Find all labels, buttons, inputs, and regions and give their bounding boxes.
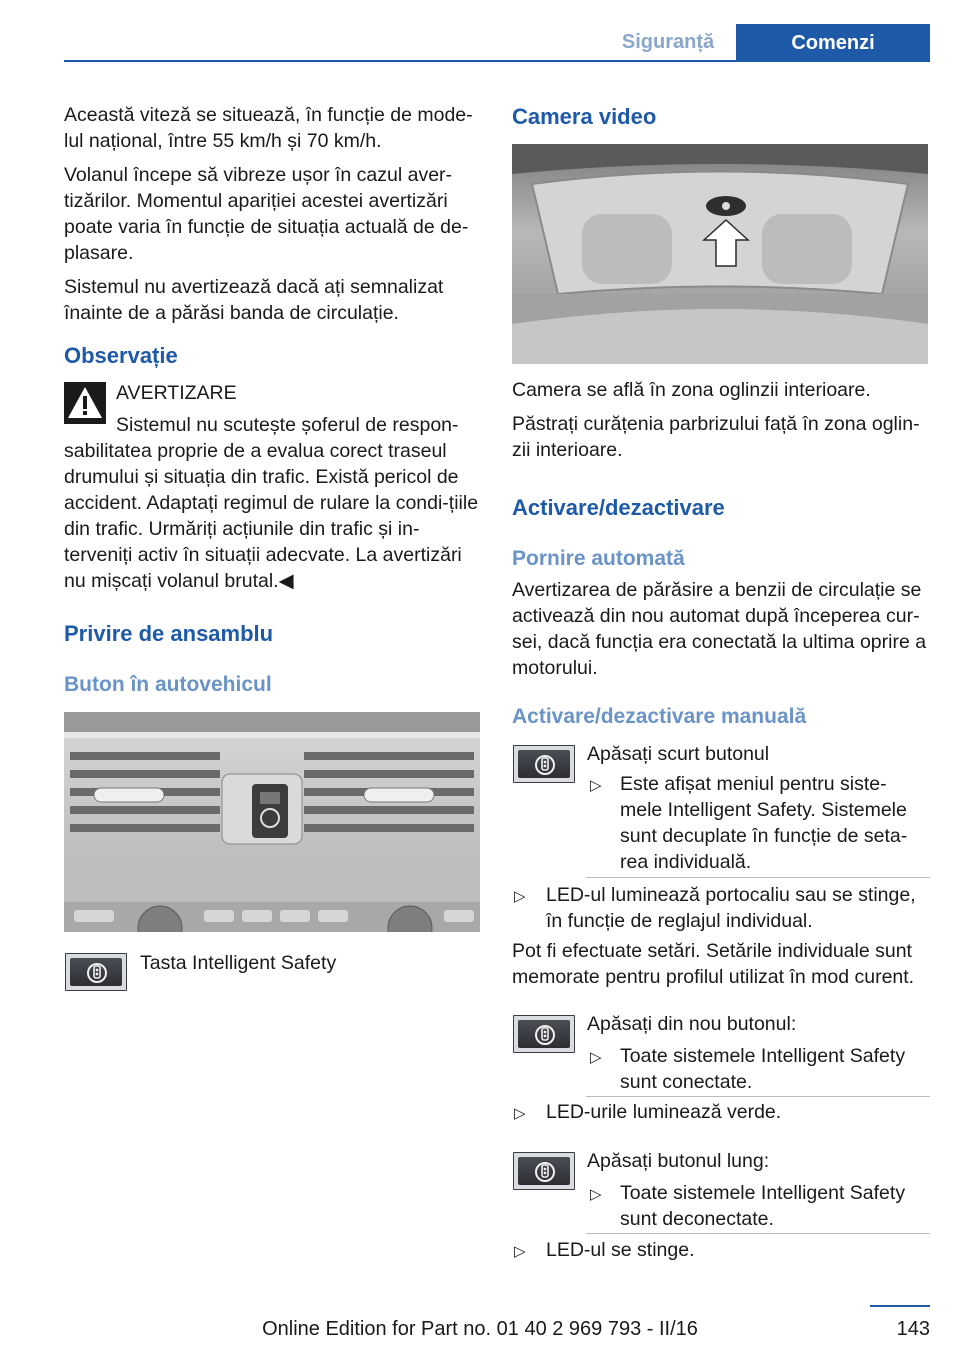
heading-camera: Camera video (512, 104, 657, 129)
setari-text (512, 938, 930, 990)
bullet-icon: ▷ (590, 777, 602, 794)
intelligent-safety-button-icon (513, 1015, 575, 1053)
paragraph-vibration: Volanul începe să vibreze ușor în cazul aver-tizărilor. Momentul apariției acestei avertizări poate varia în funcție de situația actuală de de-plasare. (64, 164, 469, 264)
footer-edition: Online Edition for Part no. 01 40 2 969 793 - II/16 (262, 1318, 698, 1340)
header-tab-comenzi[interactable]: Comenzi (736, 24, 930, 62)
step1-text (587, 741, 930, 767)
heading-pornire: Pornire automată (512, 547, 685, 570)
step1-bullet1 (620, 771, 926, 875)
bullet-icon: ▷ (590, 1049, 602, 1066)
camera-clean: Păstrați curățenia parbrizului față în zona oglin-zii interioare. (512, 413, 920, 461)
warning-block (116, 380, 486, 438)
page-number: 143 (896, 1318, 930, 1340)
bullet-icon: ▷ (514, 1243, 526, 1260)
divider (586, 877, 930, 878)
button-caption (140, 950, 480, 976)
button-caption-text: Tasta Intelligent Safety (140, 952, 337, 974)
step2-label: Apăsați din nou butonul: (587, 1013, 797, 1035)
warning-rest (64, 438, 484, 594)
footer-divider (870, 1305, 930, 1307)
step2-bullet1-text: Toate sistemele Intelligent Safety sunt conectate. (620, 1045, 906, 1093)
heading-manuala: Activare/dezactivare manuală (512, 705, 807, 728)
left-column (64, 102, 484, 326)
step2-bullet2-text: LED-urile luminează verde. (546, 1101, 782, 1123)
camera-photo (512, 144, 928, 364)
camera-location: Camera se află în zona oglinzii interioare. (512, 379, 871, 401)
heading-privire: Privire de ansamblu (64, 621, 274, 646)
bullet-icon: ▷ (514, 1105, 526, 1122)
heading-activare: Activare/dezactivare (512, 495, 725, 520)
camera-text (512, 377, 930, 463)
header-divider (64, 60, 930, 62)
paragraph-speed: Această viteză se situează, în funcție de mode-lul național, între 55 km/h și 70 km/h. (64, 104, 473, 152)
pornire-text (512, 577, 930, 681)
step3-label: Apăsați butonul lung: (587, 1150, 770, 1172)
step3-bullet1-text: Toate sistemele Intelligent Safety sunt deconectate. (620, 1182, 906, 1230)
setari-paragraph: Pot fi efectuate setări. Setările individuale sunt memorate pentru profilul utilizat în mod curent. (512, 940, 915, 988)
step1-bullet2-text: LED-ul luminează portocaliu sau se stinge, în funcție de reglajul individual. (546, 884, 916, 932)
intelligent-safety-button-icon (513, 1152, 575, 1190)
bullet-icon: ▷ (590, 1186, 602, 1203)
heading-observatie: Observație (64, 343, 178, 368)
divider (586, 1096, 930, 1097)
heading-buton: Buton în autovehicul (64, 673, 272, 696)
paragraph-no-warning: Sistemul nu avertizează dacă ați semnalizat înainte de a părăsi banda de circulație. (64, 276, 444, 324)
step3-bullet1 (620, 1180, 926, 1232)
pornire-paragraph: Avertizarea de părăsire a benzii de circulație se activează din nou automat după începerea cur-sei, dacă funcția era conectată la ultima oprire a motorului. (512, 579, 927, 679)
intelligent-safety-button-icon (513, 745, 575, 783)
warning-first-line: Sistemul nu scutește șoferul de respon- (116, 414, 459, 436)
bullet-icon: ▷ (514, 888, 526, 905)
step1-bullet1-text: Este afișat meniul pentru siste-mele Intelligent Safety. Sistemele sunt decuplate în funcție de seta-rea individuală. (620, 773, 908, 873)
warning-title: AVERTIZARE (116, 382, 237, 404)
dashboard-button-photo (64, 712, 480, 932)
warning-text: sabilitatea proprie de a evalua corect traseul drumului și situația din trafic. Există pericol de accident. Adaptați regimul de rulare la condi-țiile din trafic. Urmăriți acțiunile din trafic și in-terveniți activ în situații adecvate. La avertizări nu mișcați volanul brutal.◀ (64, 440, 479, 592)
warning-icon (64, 382, 106, 424)
step1-label: Apăsați scurt butonul (587, 743, 770, 765)
intelligent-safety-button-icon (65, 953, 127, 991)
step2-text (587, 1011, 930, 1037)
step2-bullet1 (620, 1043, 926, 1095)
step3-bullet2 (546, 1237, 930, 1263)
step2-bullet2 (546, 1099, 930, 1125)
header-tab-siguranta[interactable]: Siguranță (621, 31, 715, 53)
step1-bullet2 (546, 882, 930, 934)
step3-bullet2-text: LED-ul se stinge. (546, 1239, 695, 1261)
divider (586, 1233, 930, 1234)
step3-text (587, 1148, 930, 1174)
